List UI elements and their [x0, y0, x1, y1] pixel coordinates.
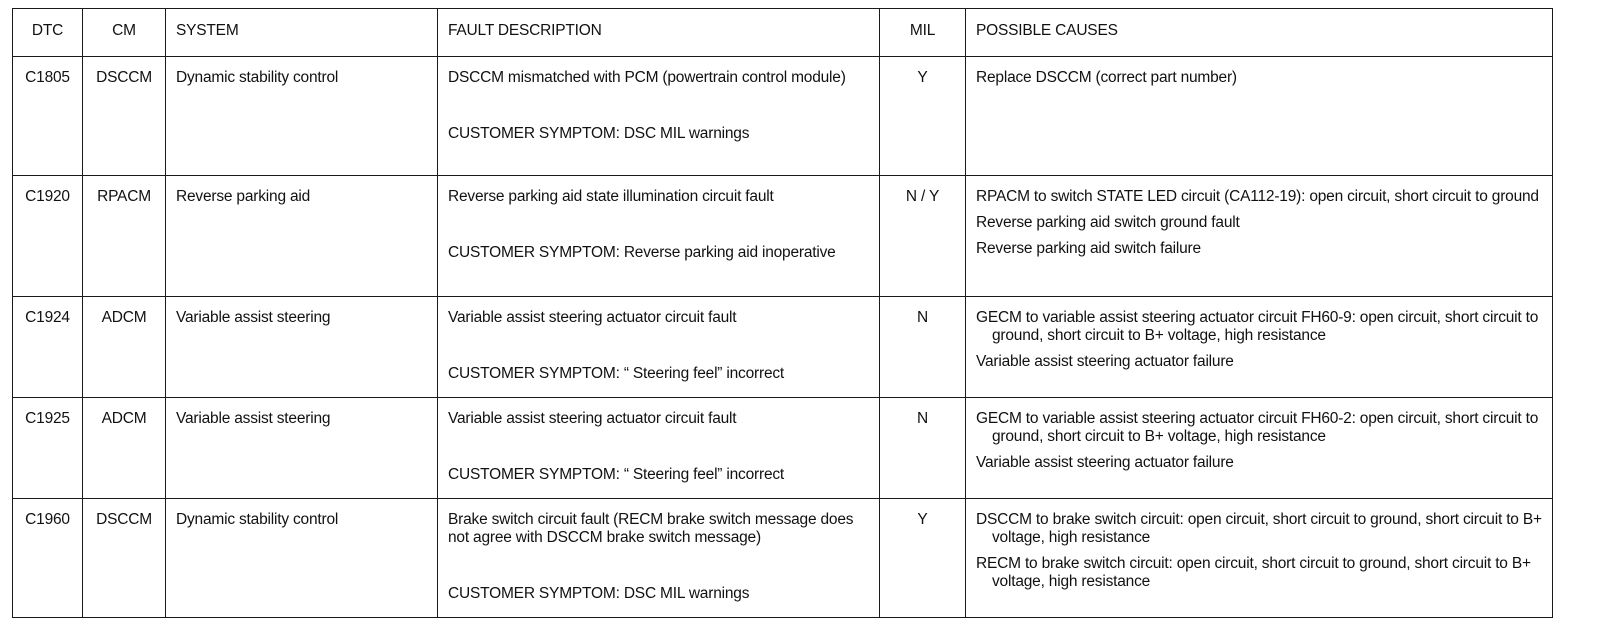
table-row	[13, 398, 1553, 499]
customer-symptom: CUSTOMER SYMPTOM: Reverse parking aid inoperative	[448, 244, 836, 261]
cause-item: RECM to brake switch circuit: open circuit, short circuit to ground, short circuit to B+ voltage, high resistance	[976, 555, 1531, 590]
customer-symptom: CUSTOMER SYMPTOM: “ Steering feel” incorrect	[448, 365, 785, 382]
fault-description-cell	[438, 398, 880, 499]
header-mil: MIL	[880, 9, 966, 57]
cm-cell: DSCCM	[83, 57, 166, 176]
fault-description-cell	[438, 297, 880, 398]
system-cell: Dynamic stability control	[166, 57, 438, 176]
possible-causes-cell	[966, 176, 1553, 297]
customer-symptom: CUSTOMER SYMPTOM: “ Steering feel” incorrect	[448, 466, 785, 483]
mil-cell: N	[880, 398, 966, 499]
system-cell: Variable assist steering	[166, 297, 438, 398]
fault-text: Reverse parking aid state illumination circuit fault	[448, 188, 774, 205]
cm-cell: ADCM	[83, 297, 166, 398]
dtc-cell: C1960	[13, 499, 83, 618]
cause-item: Replace DSCCM (correct part number)	[976, 69, 1237, 86]
table-row	[13, 499, 1553, 618]
fault-text: Variable assist steering actuator circuit fault	[448, 309, 737, 326]
fault-description-cell	[438, 57, 880, 176]
customer-symptom: CUSTOMER SYMPTOM: DSC MIL warnings	[448, 125, 750, 142]
mil-cell: N / Y	[880, 176, 966, 297]
mil-cell: Y	[880, 499, 966, 618]
cause-item: Variable assist steering actuator failure	[976, 454, 1234, 471]
cm-cell: DSCCM	[83, 499, 166, 618]
table-row	[13, 297, 1553, 398]
header-dtc: DTC	[13, 9, 83, 57]
cause-item: Reverse parking aid switch ground fault	[976, 214, 1240, 231]
table-row	[13, 176, 1553, 297]
dtc-cell: C1925	[13, 398, 83, 499]
system-cell: Variable assist steering	[166, 398, 438, 499]
dtc-cell: C1924	[13, 297, 83, 398]
table-row	[13, 57, 1553, 176]
fault-text: DSCCM mismatched with PCM (powertrain control module)	[448, 69, 846, 86]
dtc-table	[12, 8, 1553, 618]
dtc-cell: C1805	[13, 57, 83, 176]
system-cell: Dynamic stability control	[166, 499, 438, 618]
mil-cell: Y	[880, 57, 966, 176]
header-possible-causes: POSSIBLE CAUSES	[966, 9, 1553, 57]
possible-causes-cell	[966, 499, 1553, 618]
header-fault-description: FAULT DESCRIPTION	[438, 9, 880, 57]
header-cm: CM	[83, 9, 166, 57]
fault-description-cell	[438, 176, 880, 297]
fault-text: Variable assist steering actuator circuit fault	[448, 410, 737, 427]
mil-cell: N	[880, 297, 966, 398]
cause-item: Reverse parking aid switch failure	[976, 240, 1201, 257]
possible-causes-cell	[966, 297, 1553, 398]
customer-symptom: CUSTOMER SYMPTOM: DSC MIL warnings	[448, 585, 750, 602]
cause-item: GECM to variable assist steering actuator circuit FH60-2: open circuit, short circuit to ground, short circuit to B+ voltage, high resistance	[976, 410, 1539, 445]
table-header-row	[13, 9, 1553, 57]
cause-item: DSCCM to brake switch circuit: open circuit, short circuit to ground, short circuit to B+ voltage, high resistance	[976, 511, 1542, 546]
cm-cell: ADCM	[83, 398, 166, 499]
header-system: SYSTEM	[166, 9, 438, 57]
dtc-cell: C1920	[13, 176, 83, 297]
cause-item: RPACM to switch STATE LED circuit (CA112-19): open circuit, short circuit to ground	[976, 188, 1539, 205]
possible-causes-cell	[966, 398, 1553, 499]
fault-description-cell	[438, 499, 880, 618]
cm-cell: RPACM	[83, 176, 166, 297]
cause-item: GECM to variable assist steering actuator circuit FH60-9: open circuit, short circuit to ground, short circuit to B+ voltage, high resistance	[976, 309, 1539, 344]
cause-item: Variable assist steering actuator failure	[976, 353, 1234, 370]
system-cell: Reverse parking aid	[166, 176, 438, 297]
fault-text: Brake switch circuit fault (RECM brake switch message does not agree with DSCCM brake switch message)	[448, 511, 854, 546]
possible-causes-cell	[966, 57, 1553, 176]
